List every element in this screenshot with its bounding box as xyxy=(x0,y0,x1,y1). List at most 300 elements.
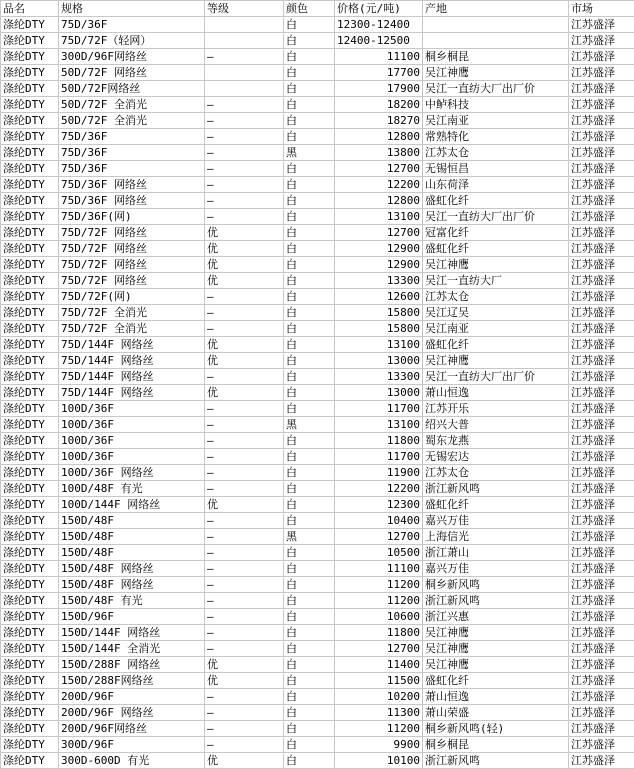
cell-origin: 吴江神鹰 xyxy=(423,641,569,657)
cell-market: 江苏盛泽 xyxy=(569,721,634,737)
table-row xyxy=(1,369,634,385)
cell-product-name: 涤纶DTY xyxy=(1,657,59,673)
cell-market: 江苏盛泽 xyxy=(569,289,634,305)
cell-color: 白 xyxy=(284,465,335,481)
cell-price: 10500 xyxy=(335,545,423,561)
cell-origin: 桐乡桐昆 xyxy=(423,737,569,753)
cell-market: 江苏盛泽 xyxy=(569,737,634,753)
cell-origin: 盛虹化纤 xyxy=(423,337,569,353)
cell-product-name: 涤纶DTY xyxy=(1,513,59,529)
cell-product-name: 涤纶DTY xyxy=(1,577,59,593)
cell-product-name: 涤纶DTY xyxy=(1,721,59,737)
cell-grade: — xyxy=(205,641,284,657)
cell-market: 江苏盛泽 xyxy=(569,497,634,513)
cell-product-name: 涤纶DTY xyxy=(1,273,59,289)
cell-spec: 100D/36F xyxy=(59,433,205,449)
cell-origin: 上海信光 xyxy=(423,529,569,545)
cell-origin: 萧山荣盛 xyxy=(423,705,569,721)
cell-market: 江苏盛泽 xyxy=(569,225,634,241)
cell-grade: — xyxy=(205,737,284,753)
cell-product-name: 涤纶DTY xyxy=(1,209,59,225)
cell-grade: — xyxy=(205,417,284,433)
cell-color: 白 xyxy=(284,81,335,97)
cell-spec: 75D/144F 网络丝 xyxy=(59,385,205,401)
cell-price: 12600 xyxy=(335,289,423,305)
cell-origin: 吴江一直纺大厂出厂价 xyxy=(423,209,569,225)
cell-price: 17700 xyxy=(335,65,423,81)
cell-price: 11700 xyxy=(335,449,423,465)
cell-spec: 75D/72F(网) xyxy=(59,289,205,305)
cell-price: 12200 xyxy=(335,177,423,193)
cell-grade: — xyxy=(205,625,284,641)
cell-spec: 150D/48F 网络丝 xyxy=(59,577,205,593)
cell-product-name: 涤纶DTY xyxy=(1,81,59,97)
cell-price: 11800 xyxy=(335,625,423,641)
table-row xyxy=(1,753,634,769)
cell-color: 白 xyxy=(284,113,335,129)
cell-market: 江苏盛泽 xyxy=(569,641,634,657)
cell-grade: — xyxy=(205,209,284,225)
cell-product-name: 涤纶DTY xyxy=(1,561,59,577)
cell-market: 江苏盛泽 xyxy=(569,321,634,337)
table-row xyxy=(1,321,634,337)
cell-market: 江苏盛泽 xyxy=(569,177,634,193)
cell-market: 江苏盛泽 xyxy=(569,657,634,673)
cell-market: 江苏盛泽 xyxy=(569,113,634,129)
cell-spec: 150D/288F网络丝 xyxy=(59,673,205,689)
header-origin: 产地 xyxy=(423,1,569,17)
cell-grade: 优 xyxy=(205,241,284,257)
cell-price: 11200 xyxy=(335,593,423,609)
cell-price: 11500 xyxy=(335,673,423,689)
cell-spec: 75D/36F xyxy=(59,161,205,177)
cell-grade: — xyxy=(205,401,284,417)
cell-product-name: 涤纶DTY xyxy=(1,689,59,705)
cell-origin: 桐乡桐昆 xyxy=(423,49,569,65)
cell-spec: 150D/288F 网络丝 xyxy=(59,657,205,673)
cell-market: 江苏盛泽 xyxy=(569,33,634,49)
cell-price: 11900 xyxy=(335,465,423,481)
cell-market: 江苏盛泽 xyxy=(569,465,634,481)
table-row xyxy=(1,81,634,97)
cell-market: 江苏盛泽 xyxy=(569,17,634,33)
cell-product-name: 涤纶DTY xyxy=(1,241,59,257)
cell-grade: — xyxy=(205,705,284,721)
header-color: 颜色 xyxy=(284,1,335,17)
table-row xyxy=(1,689,634,705)
cell-market: 江苏盛泽 xyxy=(569,385,634,401)
cell-origin: 吴江一直纺大厂 xyxy=(423,273,569,289)
cell-origin: 吴江南亚 xyxy=(423,321,569,337)
header-row xyxy=(1,1,634,17)
cell-color: 白 xyxy=(284,273,335,289)
cell-grade: — xyxy=(205,593,284,609)
table-row xyxy=(1,529,634,545)
cell-color: 白 xyxy=(284,577,335,593)
cell-product-name: 涤纶DTY xyxy=(1,465,59,481)
cell-color: 白 xyxy=(284,97,335,113)
cell-grade: — xyxy=(205,305,284,321)
cell-price: 18270 xyxy=(335,113,423,129)
cell-price: 9900 xyxy=(335,737,423,753)
cell-market: 江苏盛泽 xyxy=(569,481,634,497)
cell-grade xyxy=(205,33,284,49)
cell-color: 白 xyxy=(284,193,335,209)
cell-spec: 100D/144F 网络丝 xyxy=(59,497,205,513)
cell-price: 11800 xyxy=(335,433,423,449)
table-row xyxy=(1,33,634,49)
cell-grade: 优 xyxy=(205,385,284,401)
cell-grade: — xyxy=(205,609,284,625)
cell-origin: 吴江神鹰 xyxy=(423,65,569,81)
cell-market: 江苏盛泽 xyxy=(569,577,634,593)
cell-grade: 优 xyxy=(205,673,284,689)
table-row xyxy=(1,401,634,417)
cell-origin: 吴江辽吴 xyxy=(423,305,569,321)
cell-grade: — xyxy=(205,193,284,209)
table-row xyxy=(1,625,634,641)
cell-price: 10400 xyxy=(335,513,423,529)
cell-product-name: 涤纶DTY xyxy=(1,49,59,65)
cell-market: 江苏盛泽 xyxy=(569,513,634,529)
cell-spec: 100D/36F 网络丝 xyxy=(59,465,205,481)
table-row xyxy=(1,241,634,257)
cell-grade: — xyxy=(205,481,284,497)
cell-product-name: 涤纶DTY xyxy=(1,65,59,81)
cell-spec: 50D/72F 全消光 xyxy=(59,113,205,129)
cell-product-name: 涤纶DTY xyxy=(1,481,59,497)
cell-spec: 50D/72F网络丝 xyxy=(59,81,205,97)
cell-spec: 75D/72F 网络丝 xyxy=(59,241,205,257)
cell-market: 江苏盛泽 xyxy=(569,129,634,145)
cell-product-name: 涤纶DTY xyxy=(1,113,59,129)
header-grade: 等级 xyxy=(205,1,284,17)
cell-spec: 100D/48F 有光 xyxy=(59,481,205,497)
cell-origin: 浙江兴惠 xyxy=(423,609,569,625)
cell-color: 白 xyxy=(284,705,335,721)
cell-market: 江苏盛泽 xyxy=(569,145,634,161)
cell-grade: 优 xyxy=(205,225,284,241)
cell-color: 白 xyxy=(284,369,335,385)
cell-spec: 75D/36F xyxy=(59,17,205,33)
table-row xyxy=(1,449,634,465)
cell-grade: — xyxy=(205,529,284,545)
cell-spec: 150D/48F xyxy=(59,545,205,561)
cell-product-name: 涤纶DTY xyxy=(1,33,59,49)
cell-color: 白 xyxy=(284,561,335,577)
cell-product-name: 涤纶DTY xyxy=(1,705,59,721)
header-spec: 规格 xyxy=(59,1,205,17)
cell-price: 12400-12500 xyxy=(335,33,423,49)
cell-product-name: 涤纶DTY xyxy=(1,257,59,273)
cell-origin: 冠富化纤 xyxy=(423,225,569,241)
cell-market: 江苏盛泽 xyxy=(569,193,634,209)
cell-market: 江苏盛泽 xyxy=(569,257,634,273)
cell-grade: — xyxy=(205,721,284,737)
cell-product-name: 涤纶DTY xyxy=(1,145,59,161)
cell-color: 白 xyxy=(284,593,335,609)
cell-grade: 优 xyxy=(205,353,284,369)
cell-origin: 浙江新风鸣 xyxy=(423,753,569,769)
cell-market: 江苏盛泽 xyxy=(569,593,634,609)
cell-color: 白 xyxy=(284,545,335,561)
cell-product-name: 涤纶DTY xyxy=(1,193,59,209)
cell-product-name: 涤纶DTY xyxy=(1,673,59,689)
cell-origin: 中鲈科技 xyxy=(423,97,569,113)
cell-color: 白 xyxy=(284,657,335,673)
table-row xyxy=(1,257,634,273)
table-row xyxy=(1,481,634,497)
cell-grade: — xyxy=(205,113,284,129)
cell-spec: 50D/72F 网络丝 xyxy=(59,65,205,81)
cell-color: 白 xyxy=(284,129,335,145)
cell-product-name: 涤纶DTY xyxy=(1,369,59,385)
cell-origin: 山东荷泽 xyxy=(423,177,569,193)
table-row xyxy=(1,305,634,321)
table-row xyxy=(1,337,634,353)
table-row xyxy=(1,657,634,673)
cell-color: 白 xyxy=(284,401,335,417)
table-row xyxy=(1,225,634,241)
cell-product-name: 涤纶DTY xyxy=(1,129,59,145)
cell-product-name: 涤纶DTY xyxy=(1,321,59,337)
cell-market: 江苏盛泽 xyxy=(569,433,634,449)
cell-spec: 75D/72F 全消光 xyxy=(59,321,205,337)
cell-color: 白 xyxy=(284,641,335,657)
cell-price: 13300 xyxy=(335,273,423,289)
table-row xyxy=(1,145,634,161)
cell-product-name: 涤纶DTY xyxy=(1,305,59,321)
cell-color: 白 xyxy=(284,737,335,753)
cell-product-name: 涤纶DTY xyxy=(1,545,59,561)
cell-grade: 优 xyxy=(205,337,284,353)
cell-origin: 绍兴大普 xyxy=(423,417,569,433)
cell-origin: 浙江新风鸣 xyxy=(423,593,569,609)
cell-origin: 嘉兴万佳 xyxy=(423,513,569,529)
cell-price: 13800 xyxy=(335,145,423,161)
cell-grade: — xyxy=(205,49,284,65)
cell-origin: 吴江一直纺大厂出厂价 xyxy=(423,369,569,385)
cell-origin: 盛虹化纤 xyxy=(423,193,569,209)
cell-price: 12900 xyxy=(335,257,423,273)
cell-product-name: 涤纶DTY xyxy=(1,17,59,33)
table-row xyxy=(1,465,634,481)
cell-origin: 吴江神鹰 xyxy=(423,257,569,273)
table-row xyxy=(1,433,634,449)
cell-grade: — xyxy=(205,97,284,113)
cell-spec: 50D/72F 全消光 xyxy=(59,97,205,113)
cell-grade: 优 xyxy=(205,273,284,289)
cell-color: 白 xyxy=(284,321,335,337)
cell-spec: 150D/48F xyxy=(59,529,205,545)
table-row xyxy=(1,193,634,209)
cell-color: 白 xyxy=(284,241,335,257)
cell-origin: 桐乡新风鸣 xyxy=(423,577,569,593)
cell-product-name: 涤纶DTY xyxy=(1,289,59,305)
cell-color: 白 xyxy=(284,177,335,193)
cell-origin: 桐乡新风鸣(轻) xyxy=(423,721,569,737)
cell-price: 13300 xyxy=(335,369,423,385)
cell-market: 江苏盛泽 xyxy=(569,353,634,369)
cell-market: 江苏盛泽 xyxy=(569,369,634,385)
cell-product-name: 涤纶DTY xyxy=(1,353,59,369)
cell-spec: 150D/48F 网络丝 xyxy=(59,561,205,577)
cell-origin: 江苏太仓 xyxy=(423,145,569,161)
cell-price: 11200 xyxy=(335,721,423,737)
table-row xyxy=(1,417,634,433)
cell-grade: 优 xyxy=(205,257,284,273)
cell-price: 11100 xyxy=(335,49,423,65)
cell-price: 13100 xyxy=(335,209,423,225)
cell-product-name: 涤纶DTY xyxy=(1,97,59,113)
cell-origin: 吴江神鹰 xyxy=(423,625,569,641)
cell-spec: 300D/96F xyxy=(59,737,205,753)
cell-spec: 150D/48F xyxy=(59,513,205,529)
cell-spec: 75D/72F 网络丝 xyxy=(59,273,205,289)
cell-price: 13100 xyxy=(335,337,423,353)
cell-grade: — xyxy=(205,161,284,177)
cell-spec: 75D/36F xyxy=(59,145,205,161)
cell-origin xyxy=(423,17,569,33)
cell-color: 黑 xyxy=(284,145,335,161)
cell-origin: 盛虹化纤 xyxy=(423,241,569,257)
cell-spec: 200D/96F 网络丝 xyxy=(59,705,205,721)
cell-market: 江苏盛泽 xyxy=(569,545,634,561)
cell-color: 白 xyxy=(284,49,335,65)
cell-market: 江苏盛泽 xyxy=(569,705,634,721)
cell-market: 江苏盛泽 xyxy=(569,49,634,65)
cell-color: 白 xyxy=(284,625,335,641)
cell-product-name: 涤纶DTY xyxy=(1,753,59,769)
cell-color: 白 xyxy=(284,753,335,769)
cell-product-name: 涤纶DTY xyxy=(1,641,59,657)
cell-grade: 优 xyxy=(205,753,284,769)
table-row xyxy=(1,577,634,593)
cell-product-name: 涤纶DTY xyxy=(1,497,59,513)
cell-price: 10600 xyxy=(335,609,423,625)
cell-price: 17900 xyxy=(335,81,423,97)
cell-color: 白 xyxy=(284,225,335,241)
cell-price: 18200 xyxy=(335,97,423,113)
cell-spec: 100D/36F xyxy=(59,417,205,433)
cell-price: 15800 xyxy=(335,305,423,321)
cell-spec: 300D/96F网络丝 xyxy=(59,49,205,65)
cell-spec: 150D/144F 网络丝 xyxy=(59,625,205,641)
cell-price: 11400 xyxy=(335,657,423,673)
cell-origin: 嘉兴万佳 xyxy=(423,561,569,577)
cell-spec: 75D/72F 网络丝 xyxy=(59,257,205,273)
table-row xyxy=(1,353,634,369)
cell-spec: 75D/144F 网络丝 xyxy=(59,369,205,385)
cell-grade: — xyxy=(205,513,284,529)
cell-market: 江苏盛泽 xyxy=(569,673,634,689)
cell-price: 13000 xyxy=(335,385,423,401)
cell-origin: 萧山恒逸 xyxy=(423,385,569,401)
cell-spec: 75D/72F（轻网） xyxy=(59,33,205,49)
cell-origin: 无锡宏达 xyxy=(423,449,569,465)
cell-color: 白 xyxy=(284,353,335,369)
cell-product-name: 涤纶DTY xyxy=(1,593,59,609)
cell-spec: 75D/144F 网络丝 xyxy=(59,353,205,369)
table-row xyxy=(1,49,634,65)
cell-grade: — xyxy=(205,321,284,337)
cell-color: 白 xyxy=(284,497,335,513)
cell-grade: — xyxy=(205,369,284,385)
table-row xyxy=(1,113,634,129)
cell-origin: 吴江神鹰 xyxy=(423,657,569,673)
table-row xyxy=(1,513,634,529)
cell-market: 江苏盛泽 xyxy=(569,449,634,465)
cell-grade: — xyxy=(205,129,284,145)
cell-market: 江苏盛泽 xyxy=(569,529,634,545)
cell-product-name: 涤纶DTY xyxy=(1,417,59,433)
cell-grade: — xyxy=(205,145,284,161)
cell-grade: — xyxy=(205,561,284,577)
cell-product-name: 涤纶DTY xyxy=(1,737,59,753)
cell-market: 江苏盛泽 xyxy=(569,209,634,225)
cell-origin: 江苏开乐 xyxy=(423,401,569,417)
cell-grade: — xyxy=(205,689,284,705)
cell-origin: 江苏太仓 xyxy=(423,465,569,481)
cell-spec: 200D/96F xyxy=(59,689,205,705)
cell-color: 白 xyxy=(284,673,335,689)
table-row xyxy=(1,177,634,193)
cell-product-name: 涤纶DTY xyxy=(1,401,59,417)
cell-price: 12200 xyxy=(335,481,423,497)
cell-price: 12800 xyxy=(335,193,423,209)
cell-grade: — xyxy=(205,545,284,561)
table-row xyxy=(1,641,634,657)
cell-market: 江苏盛泽 xyxy=(569,689,634,705)
header-product-name: 品名 xyxy=(1,1,59,17)
table-row xyxy=(1,273,634,289)
cell-origin: 常熟特化 xyxy=(423,129,569,145)
cell-color: 白 xyxy=(284,433,335,449)
cell-price: 12700 xyxy=(335,225,423,241)
cell-market: 江苏盛泽 xyxy=(569,561,634,577)
cell-origin: 浙江萧山 xyxy=(423,545,569,561)
cell-origin: 蜀东龙燕 xyxy=(423,433,569,449)
table-row xyxy=(1,17,634,33)
table-row xyxy=(1,545,634,561)
cell-product-name: 涤纶DTY xyxy=(1,337,59,353)
cell-grade: — xyxy=(205,449,284,465)
cell-grade xyxy=(205,81,284,97)
cell-origin: 吴江一直纺大厂出厂价 xyxy=(423,81,569,97)
cell-product-name: 涤纶DTY xyxy=(1,177,59,193)
table-row xyxy=(1,65,634,81)
cell-grade xyxy=(205,17,284,33)
cell-grade: — xyxy=(205,289,284,305)
cell-color: 白 xyxy=(284,481,335,497)
cell-spec: 100D/36F xyxy=(59,401,205,417)
cell-product-name: 涤纶DTY xyxy=(1,449,59,465)
table-row xyxy=(1,497,634,513)
cell-price: 12900 xyxy=(335,241,423,257)
cell-origin: 萧山恒逸 xyxy=(423,689,569,705)
cell-market: 江苏盛泽 xyxy=(569,273,634,289)
cell-price: 13100 xyxy=(335,417,423,433)
cell-color: 白 xyxy=(284,289,335,305)
cell-price: 15800 xyxy=(335,321,423,337)
cell-origin: 浙江新风鸣 xyxy=(423,481,569,497)
cell-spec: 200D/96F网络丝 xyxy=(59,721,205,737)
cell-spec: 75D/36F 网络丝 xyxy=(59,177,205,193)
cell-price: 11300 xyxy=(335,705,423,721)
cell-color: 白 xyxy=(284,33,335,49)
cell-color: 白 xyxy=(284,689,335,705)
cell-price: 10100 xyxy=(335,753,423,769)
